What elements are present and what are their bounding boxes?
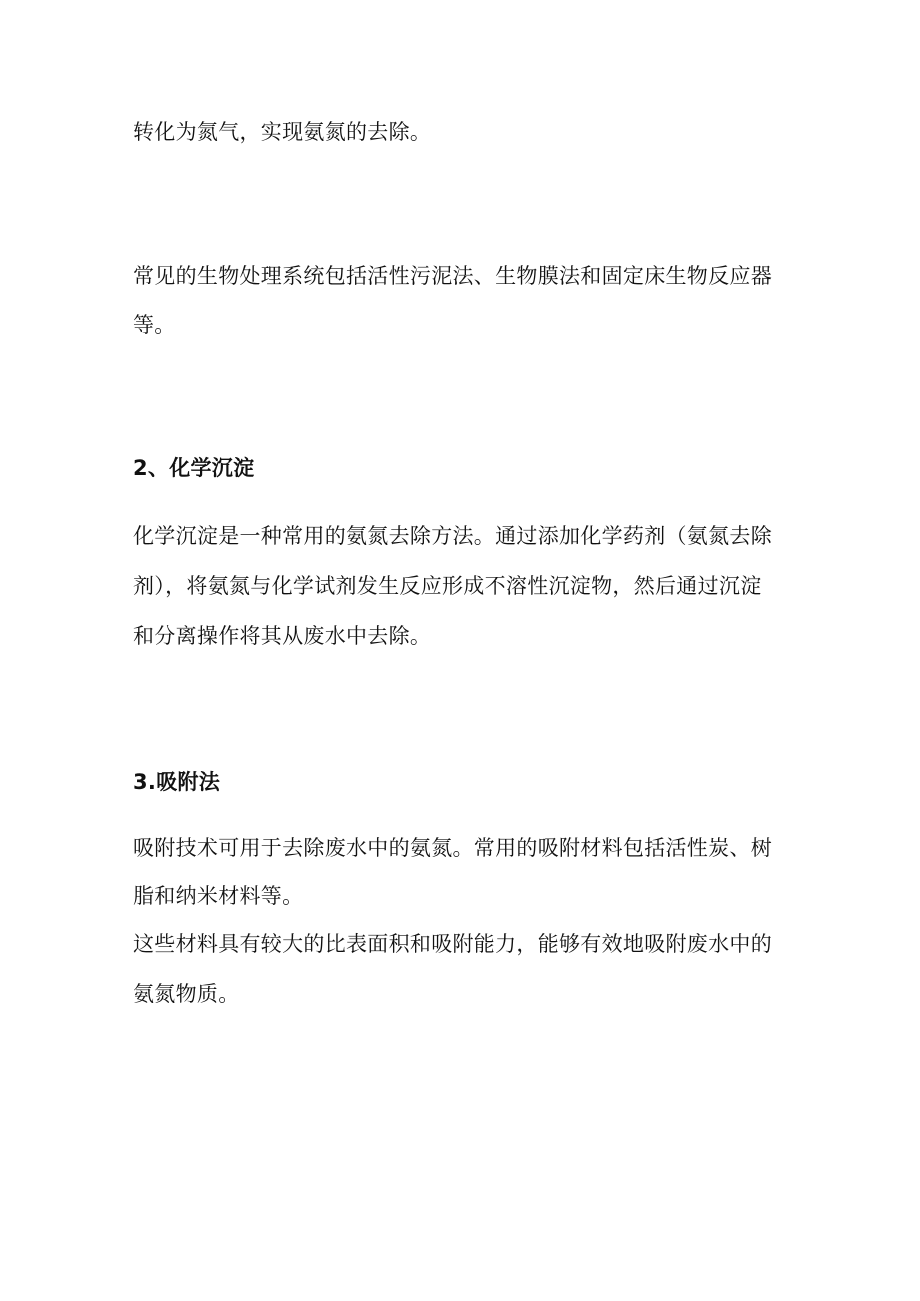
section-2-line: 和分离操作将其从废水中去除。 bbox=[133, 624, 432, 648]
section-2-line: 剂），将氨氮与化学试剂发生反应形成不溶性沉淀物，然后通过沉淀 bbox=[133, 574, 762, 598]
section-3-line: 吸附技术可用于去除废水中的氨氮。常用的吸附材料包括活性炭、树 bbox=[133, 836, 772, 860]
paragraph-bio-line: 常见的生物处理系统包括活性污泥法、生物膜法和固定床生物反应器 bbox=[133, 264, 772, 288]
paragraph-bio-line: 等。 bbox=[133, 313, 176, 337]
section-2-line: 化学沉淀是一种常用的氨氮去除方法。通过添加化学药剂（氨氮去除 bbox=[133, 524, 772, 548]
paragraph-intro-line: 转化为氮气，实现氨氮的去除。 bbox=[133, 120, 432, 144]
section-3-line: 这些材料具有较大的比表面积和吸附能力，能够有效地吸附废水中的 bbox=[133, 932, 772, 956]
section-3-heading: 3.吸附法 bbox=[133, 770, 221, 794]
section-2-heading: 2、化学沉淀 bbox=[133, 456, 255, 480]
section-3-line: 氨氮物质。 bbox=[133, 982, 240, 1006]
section-3-line: 脂和纳米材料等。 bbox=[133, 884, 304, 908]
